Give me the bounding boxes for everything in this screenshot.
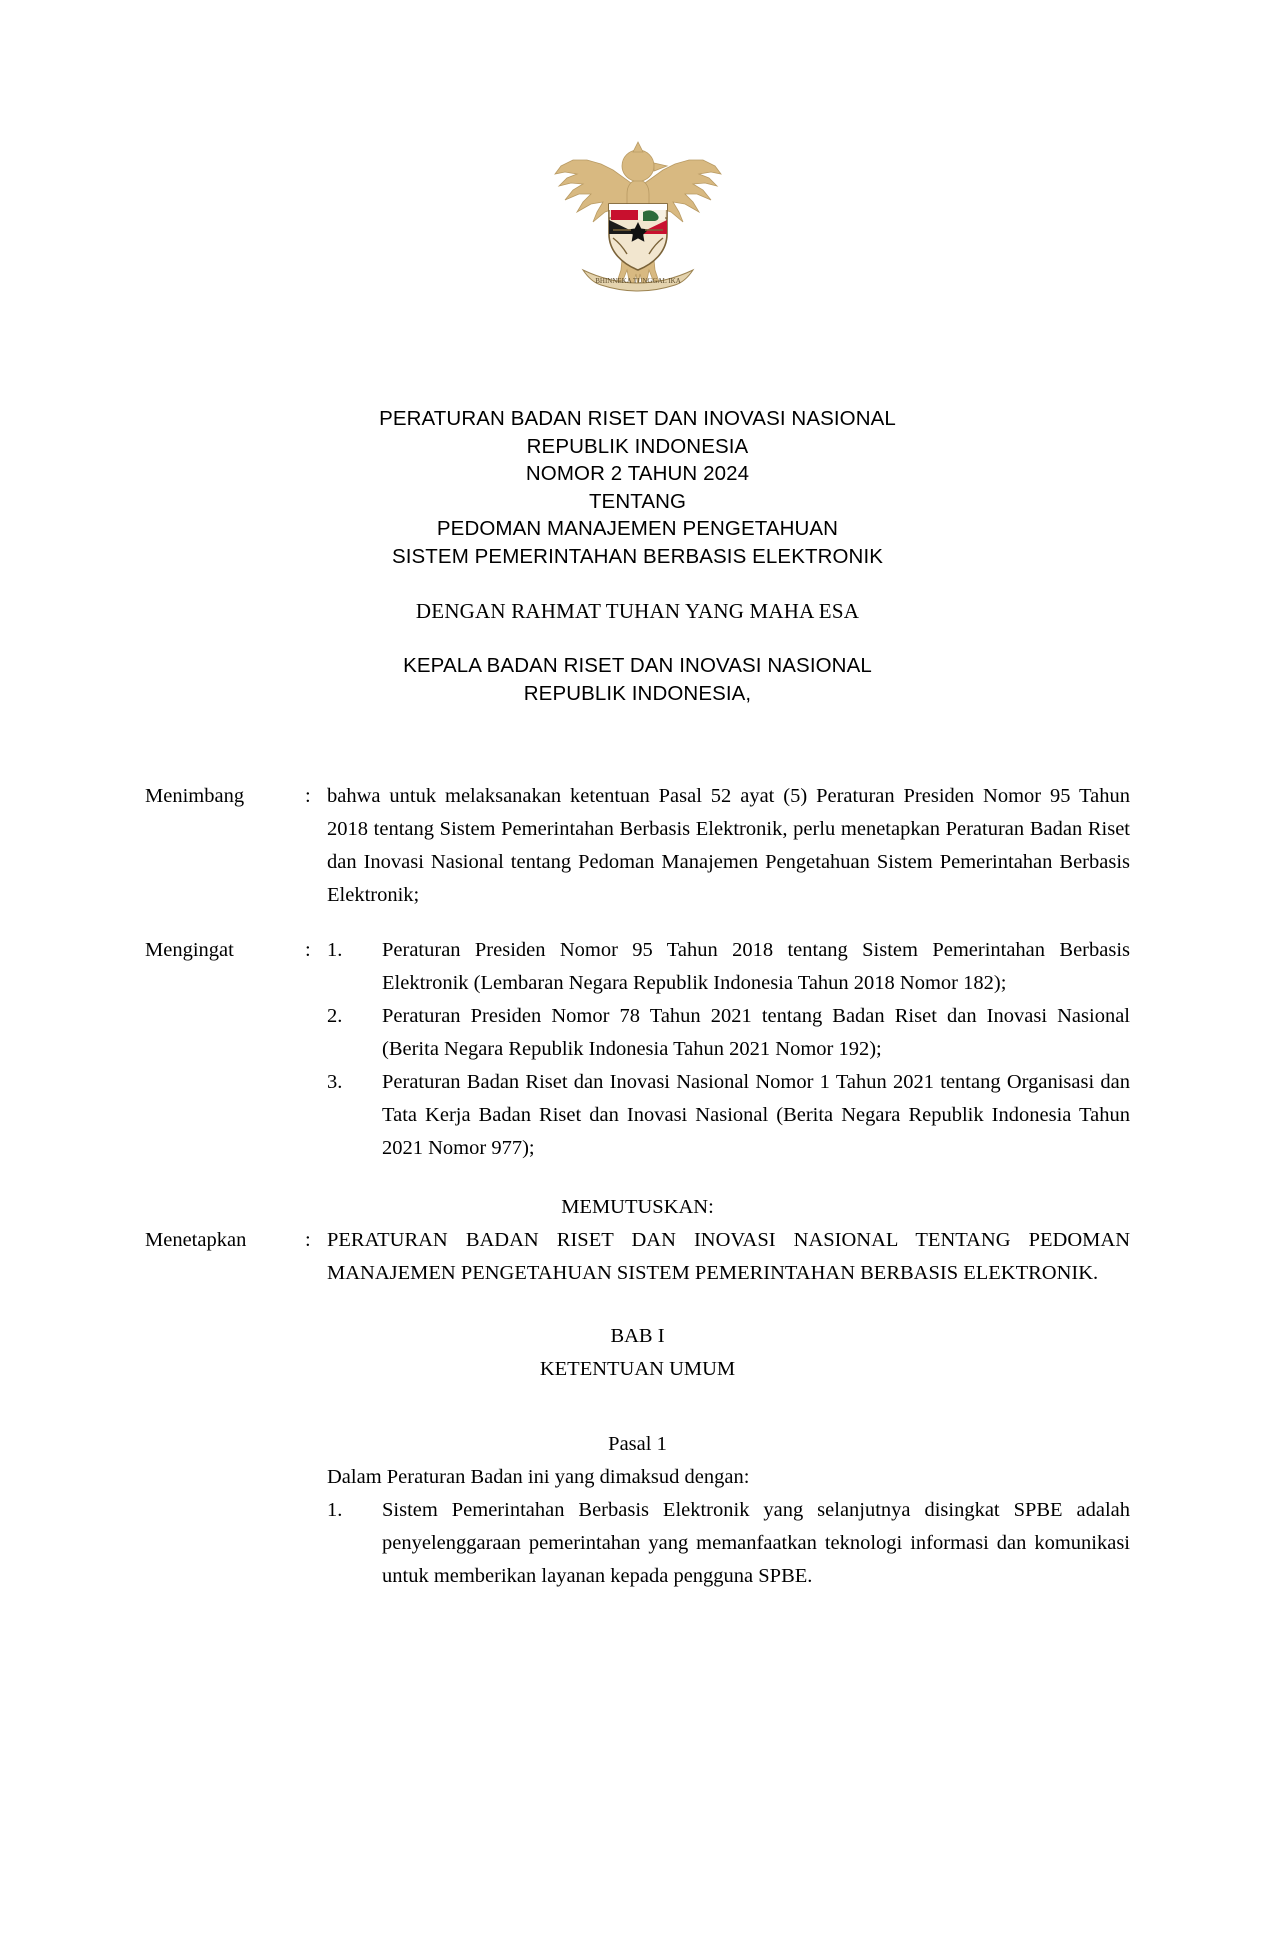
garuda-pancasila-emblem [543, 130, 733, 315]
issuing-authority-line-2: REPUBLIK INDONESIA, [523, 681, 752, 705]
considerations-label: Menimbang [145, 785, 245, 807]
list-item-number: 2. [327, 1005, 343, 1027]
regulation-number: NOMOR 2 TAHUN 2024 [525, 462, 750, 485]
chapter-title: KETENTUAN UMUM [539, 1358, 736, 1380]
decision-heading: MEMUTUSKAN: [561, 1196, 714, 1218]
legal-basis-list-wrap [327, 934, 1130, 1165]
list-item-text: Peraturan Presiden Nomor 78 Tahun 2021 tentang Badan Riset dan Inovasi Nasional (Berita Negara Republik Indonesia Tahun 2021 Nomor 192); [382, 1005, 1130, 1060]
legal-basis-label: Mengingat [145, 939, 234, 961]
regulation-title-line-2: REPUBLIK INDONESIA [526, 434, 749, 458]
list-item-text: Peraturan Badan Riset dan Inovasi Nasional Nomor 1 Tahun 2021 tentang Organisasi dan Tata Kerja Badan Riset dan Inovasi Nasional (Berita Negara Republik Indonesia Tahun 2021 Nomor 977); [382, 1071, 1130, 1159]
list-item-number: 1. [327, 939, 343, 961]
list-item-text: Sistem Pemerintahan Berbasis Elektronik yang selanjutnya disingkat SPBE adalah penyelenggaraan pemerintahan yang memanfaatkan teknologi informasi dan komunikasi untuk memberikan layanan kepada pengguna SPBE. [382, 1499, 1130, 1587]
considerations-text: bahwa untuk melaksanakan ketentuan Pasal 52 ayat (5) Peraturan Presiden Nomor 95 Tahun 2018 tentang Sistem Pemerintahan Berbasis Elektronik, perlu menetapkan Peraturan Badan Riset dan Inovasi Nasional tentang Pedoman Manajemen Pengetahuan Sistem Pemerintahan Berbasis Elektronik; [327, 785, 1130, 906]
issuing-authority-line-1: KEPALA BADAN RISET DAN INOVASI NASIONAL [403, 654, 872, 677]
list-item [327, 1066, 1130, 1165]
document-body [145, 780, 1130, 1593]
considerations-colon: : [305, 785, 311, 807]
chapter-number: BAB I [610, 1325, 665, 1347]
legal-basis-row [145, 934, 1130, 1165]
decision-row [145, 1224, 1130, 1290]
considerations-row [145, 780, 1130, 912]
list-item [327, 1000, 1130, 1066]
title-block [0, 405, 1275, 707]
invocation-line: DENGAN RAHMAT TUHAN YANG MAHA ESA [415, 599, 860, 623]
emblem-container [0, 130, 1275, 315]
definitions-wrap [145, 1494, 1130, 1593]
emblem-motto-text: BHINNEKA TUNGGAL IKA [594, 277, 681, 285]
regulation-subject-line-2: SISTEM PEMERINTAHAN BERBASIS ELEKTRONIK [391, 544, 884, 568]
article-intro: Dalam Peraturan Badan ini yang dimaksud dengan: [327, 1466, 750, 1488]
regulation-about-label: TENTANG [588, 489, 687, 513]
decision-colon: : [305, 1229, 311, 1251]
legal-basis-list [327, 934, 1130, 1165]
list-item [327, 934, 1130, 1000]
article-number: Pasal 1 [608, 1433, 667, 1455]
list-item [327, 1494, 1130, 1593]
chapter-heading [145, 1320, 1130, 1386]
list-item-text: Peraturan Presiden Nomor 95 Tahun 2018 tentang Sistem Pemerintahan Berbasis Elektronik (Lembaran Negara Republik Indonesia Tahun 2018 Nomor 182); [382, 939, 1130, 994]
regulation-title-line-1: PERATURAN BADAN RISET DAN INOVASI NASIONAL [379, 407, 896, 430]
decision-label: Menetapkan [145, 1229, 247, 1251]
decision-text: PERATURAN BADAN RISET DAN INOVASI NASIONAL TENTANG PEDOMAN MANAJEMEN PENGETAHUAN SISTEM PEMERINTAHAN BERBASIS ELEKTRONIK. [327, 1229, 1130, 1284]
list-item-number: 3. [327, 1071, 343, 1093]
list-item-number: 1. [327, 1499, 343, 1521]
regulation-subject-line-1: PEDOMAN MANAJEMEN PENGETAHUAN [436, 517, 839, 540]
definitions-list [327, 1494, 1130, 1593]
legal-basis-colon: : [305, 939, 311, 961]
